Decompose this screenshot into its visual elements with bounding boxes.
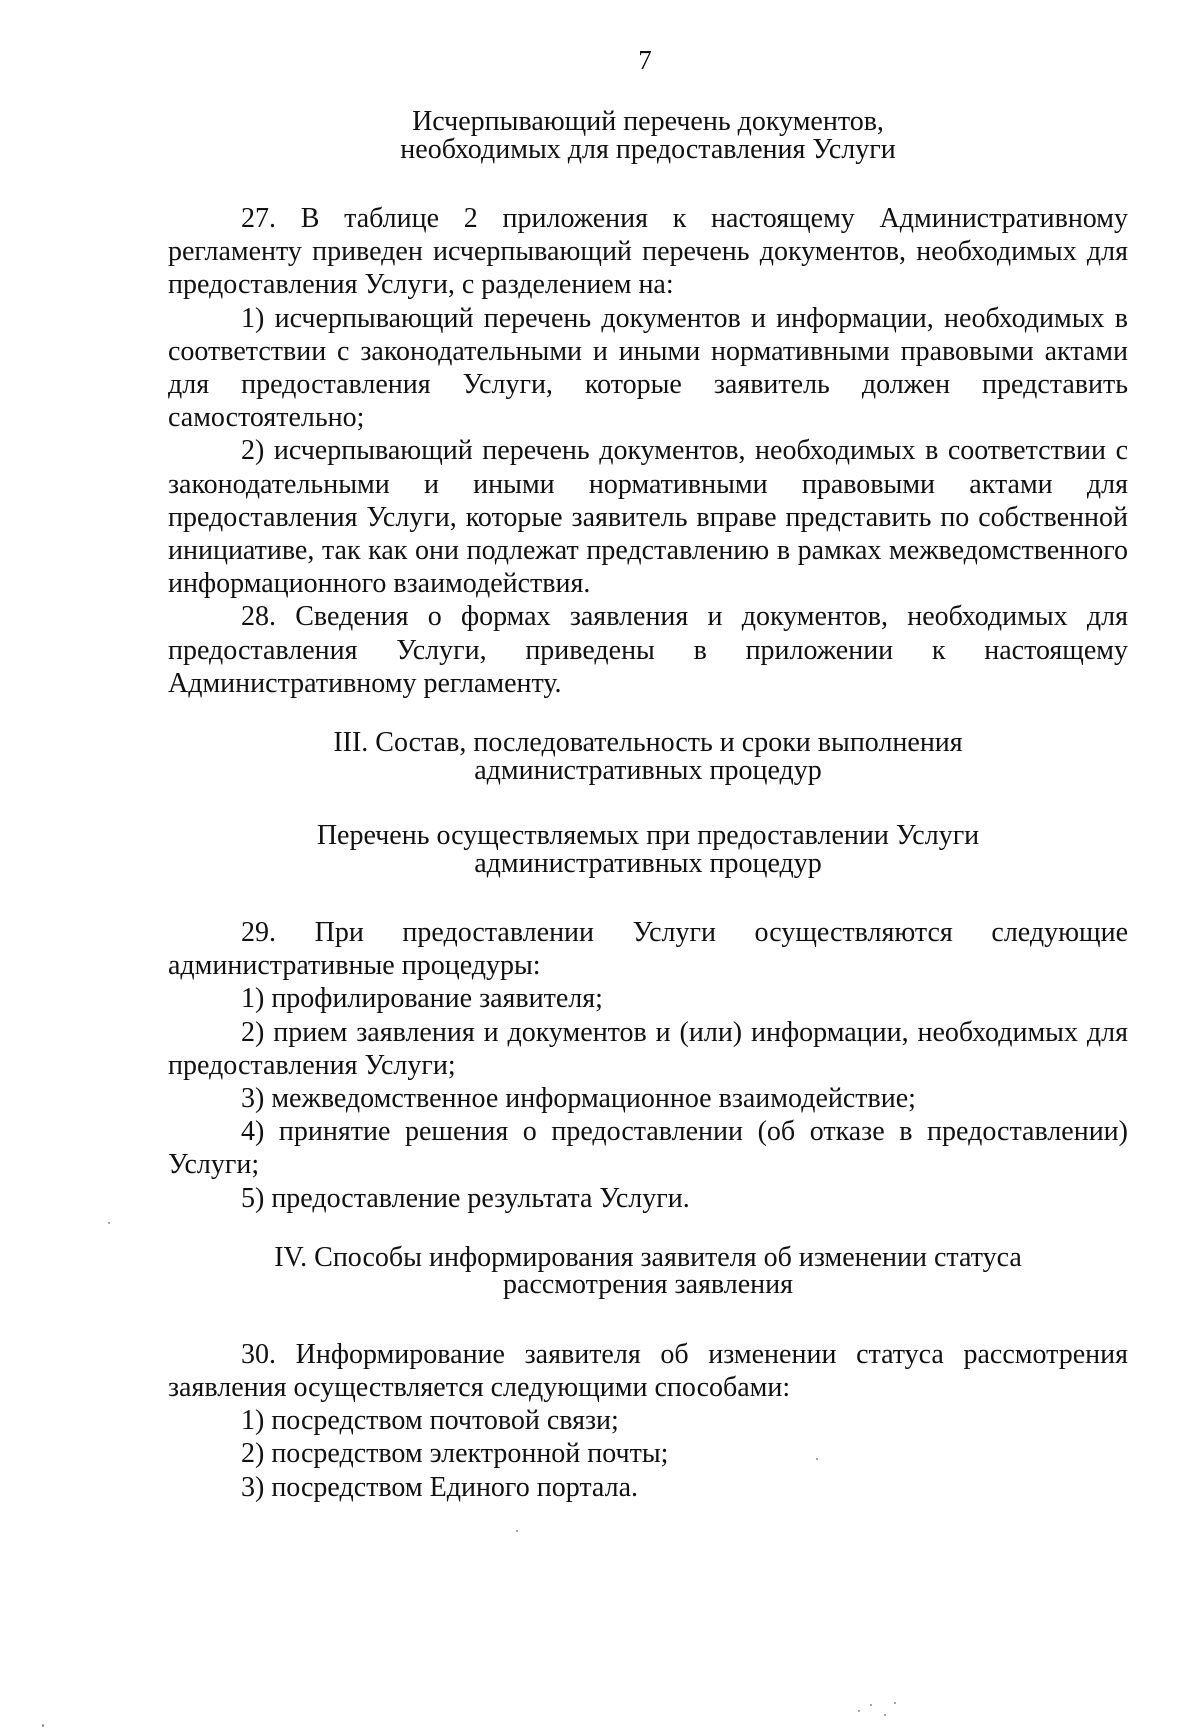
scan-speck (816, 1458, 818, 1460)
heading-line: IV. Способы информирования заявителя об изменении статуса (274, 1241, 1022, 1273)
heading-line: Перечень осуществляемых при предоставлении Услуги (316, 820, 980, 852)
list-item: 5) предоставление результата Услуги. (241, 1182, 690, 1214)
list-item: 1) посредством почтовой связи; (241, 1405, 619, 1437)
document-body (168, 108, 1128, 1504)
list-item: 2) исчерпывающий перечень документов, необходимых в соответствии с законодательными и иными нормативными правовыми актами для предоставления Услуги, которые заявитель вправе представить по собственной инициативе, так как они подлежат представлению в рамках межведомственного информационного взаимодействия. (168, 435, 1128, 600)
scan-speck (108, 1222, 110, 1224)
paragraph-30: 30. Информирование заявителя об изменении статуса рассмотрения заявления осуществляется следующими способами: (168, 1338, 1128, 1404)
scan-speck (516, 1530, 518, 1532)
heading-line: необходимых для предоставления Услуги (400, 133, 896, 165)
paragraph-28: 28. Сведения о формах заявления и документов, необходимых для предоставления Услуги, приведены в приложении к настоящему Административному регламенту. (168, 601, 1128, 699)
page-number: 7 (638, 45, 652, 75)
paragraph-29: 29. При предоставлении Услуги осуществляются следующие административные процедуры: (168, 917, 1128, 982)
list-item: 3) посредством Единого портала. (241, 1471, 638, 1503)
section-heading-documents (168, 108, 1128, 163)
section-heading-iv (168, 1241, 1128, 1301)
list-item: 1) профилирование заявителя; (241, 983, 603, 1015)
heading-line: административных процедур (474, 754, 822, 786)
subsection-heading-procedures (168, 822, 1128, 877)
heading-line: административных процедур (474, 847, 822, 879)
scan-speck (884, 1714, 886, 1716)
list-item: 2) прием заявления и документов и (или) информации, необходимых для предоставления Услуги; (168, 1016, 1128, 1081)
list-item: 3) межведомственное информационное взаимодействие; (241, 1083, 916, 1115)
scan-speck (894, 1702, 896, 1704)
list-item: 2) посредством электронной почты; (241, 1438, 669, 1470)
section-heading-iii (168, 729, 1128, 784)
heading-line: Исчерпывающий перечень документов, (412, 106, 884, 137)
heading-line: рассмотрения заявления (503, 1269, 793, 1301)
paragraph-27: 27. В таблице 2 приложения к настоящему Административному регламенту приведен исчерпывающий перечень документов, необходимых для предоставления Услуги, с разделением на: (168, 203, 1128, 301)
scan-speck (870, 1704, 872, 1706)
heading-line: III. Состав, последовательность и сроки выполнения (333, 727, 963, 759)
scan-speck (42, 1724, 44, 1727)
list-item: 4) принятие решения о предоставлении (об отказе в предоставлении) Услуги; (168, 1116, 1128, 1181)
list-item: 1) исчерпывающий перечень документов и информации, необходимых в соответствии с законодательными и иными нормативными правовыми актами для предоставления Услуги, которые заявитель должен представить самостоятельно; (168, 302, 1128, 434)
scan-speck (858, 1710, 860, 1712)
